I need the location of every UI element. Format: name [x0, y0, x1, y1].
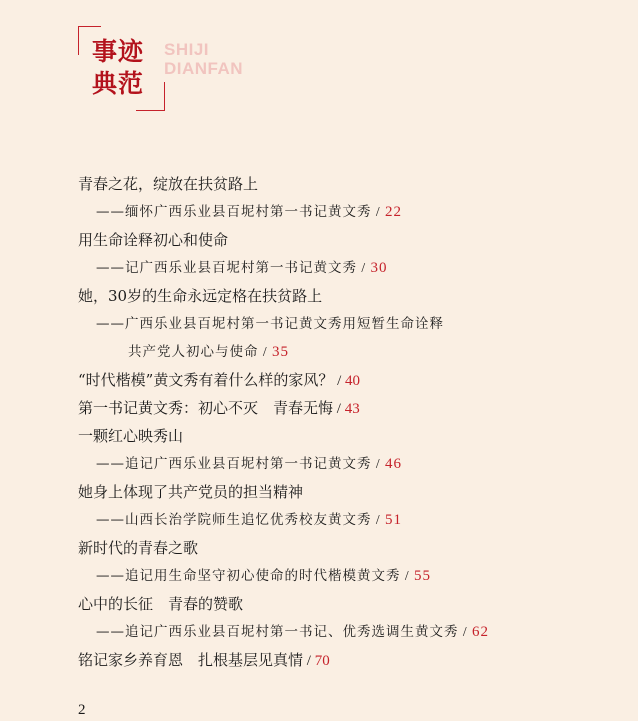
title-text: “时代楷模”黄文秀有着什么样的家风？: [78, 371, 334, 389]
toc-entry-title[interactable]: 青春之花，绽放在扶贫路上: [78, 175, 259, 193]
page-separator: /: [458, 624, 473, 639]
toc-entry-title[interactable]: 新时代的青春之歌: [78, 539, 199, 557]
toc-entry-title[interactable]: 她身上体现了共产党员的担当精神: [78, 483, 304, 501]
toc-entry[interactable]: [78, 282, 618, 366]
toc-entry[interactable]: [78, 394, 618, 422]
page-separator: /: [303, 653, 315, 669]
title-text: 第一书记黄文秀：初心不灭 青春无悔: [78, 399, 334, 417]
toc-entry[interactable]: [78, 590, 618, 646]
toc-entry-subtitle: ——广西乐业县百坭村第一书记黄文秀用短暂生命诠释: [96, 316, 444, 332]
toc-page-number: 51: [385, 512, 403, 528]
toc-entry-subtitle: [78, 198, 618, 226]
page-number: 2: [78, 702, 86, 718]
toc-entry[interactable]: [78, 422, 618, 478]
section-title-chinese: [92, 36, 152, 100]
toc-page-number: 55: [414, 568, 432, 584]
pinyin-line1: SHIJI: [164, 40, 210, 59]
page-separator: /: [333, 373, 346, 389]
page-separator: /: [333, 401, 345, 417]
section-title-line2: 典范: [92, 69, 145, 98]
toc-entry-subtitle: [78, 450, 618, 478]
page-separator: /: [371, 204, 386, 219]
toc-entry-title[interactable]: [78, 366, 618, 394]
toc-entry-subtitle: [78, 618, 618, 646]
toc-entry-subtitle-continued: [78, 338, 618, 366]
toc-page-number: 43: [344, 401, 360, 417]
page-separator: /: [258, 344, 273, 359]
toc-entry-title[interactable]: [78, 394, 618, 422]
toc-entry-subtitle: [78, 254, 618, 282]
toc-entry-title[interactable]: 她，30岁的生命永远定格在扶贫路上: [78, 287, 323, 305]
subtitle-text: ——追记用生命坚守初心使命的时代楷模黄文秀: [96, 568, 401, 584]
title-text: 铭记家乡养育恩 扎根基层见真情: [78, 651, 304, 669]
subtitle-text: 共产党人初心与使命: [128, 344, 259, 360]
toc-entry[interactable]: [78, 646, 618, 674]
toc-page-number: 46: [385, 456, 403, 472]
toc-page-number: 70: [314, 653, 330, 669]
subtitle-text: ——追记广西乐业县百坭村第一书记黄文秀: [96, 456, 372, 472]
toc-page-number: 30: [370, 260, 388, 276]
toc-entry[interactable]: [78, 170, 618, 226]
toc-entry[interactable]: [78, 226, 618, 282]
subtitle-text: ——山西长治学院师生追忆优秀校友黄文秀: [96, 512, 372, 528]
page-separator: /: [400, 568, 415, 583]
toc-entry-title[interactable]: 一颗红心映秀山: [78, 427, 184, 445]
toc-page-number: 22: [385, 204, 403, 220]
page-separator: /: [371, 512, 386, 527]
toc-entry[interactable]: [78, 366, 618, 394]
section-title-pinyin: [164, 40, 243, 78]
subtitle-text: ——记广西乐业县百坭村第一书记黄文秀: [96, 260, 357, 276]
subtitle-text: ——追记广西乐业县百坭村第一书记、优秀选调生黄文秀: [96, 624, 459, 640]
pinyin-line2: DIANFAN: [164, 59, 244, 78]
toc-entry-title[interactable]: 用生命诠释初心和使命: [78, 231, 229, 249]
section-title-line1: 事迹: [92, 37, 145, 66]
toc-entry-subtitle: [78, 562, 618, 590]
table-of-contents: [78, 170, 618, 674]
toc-page-number: 40: [345, 373, 361, 389]
section-header: [78, 22, 278, 117]
toc-page-number: 62: [472, 624, 490, 640]
toc-entry-title[interactable]: [78, 646, 618, 674]
toc-entry-subtitle: [78, 506, 618, 534]
subtitle-text: ——缅怀广西乐业县百坭村第一书记黄文秀: [96, 204, 372, 220]
toc-page-number: 35: [272, 344, 290, 360]
page-separator: /: [371, 456, 386, 471]
toc-entry-title[interactable]: 心中的长征 青春的赞歌: [78, 595, 244, 613]
toc-entry[interactable]: [78, 478, 618, 534]
toc-entry[interactable]: [78, 534, 618, 590]
page-separator: /: [357, 260, 371, 275]
